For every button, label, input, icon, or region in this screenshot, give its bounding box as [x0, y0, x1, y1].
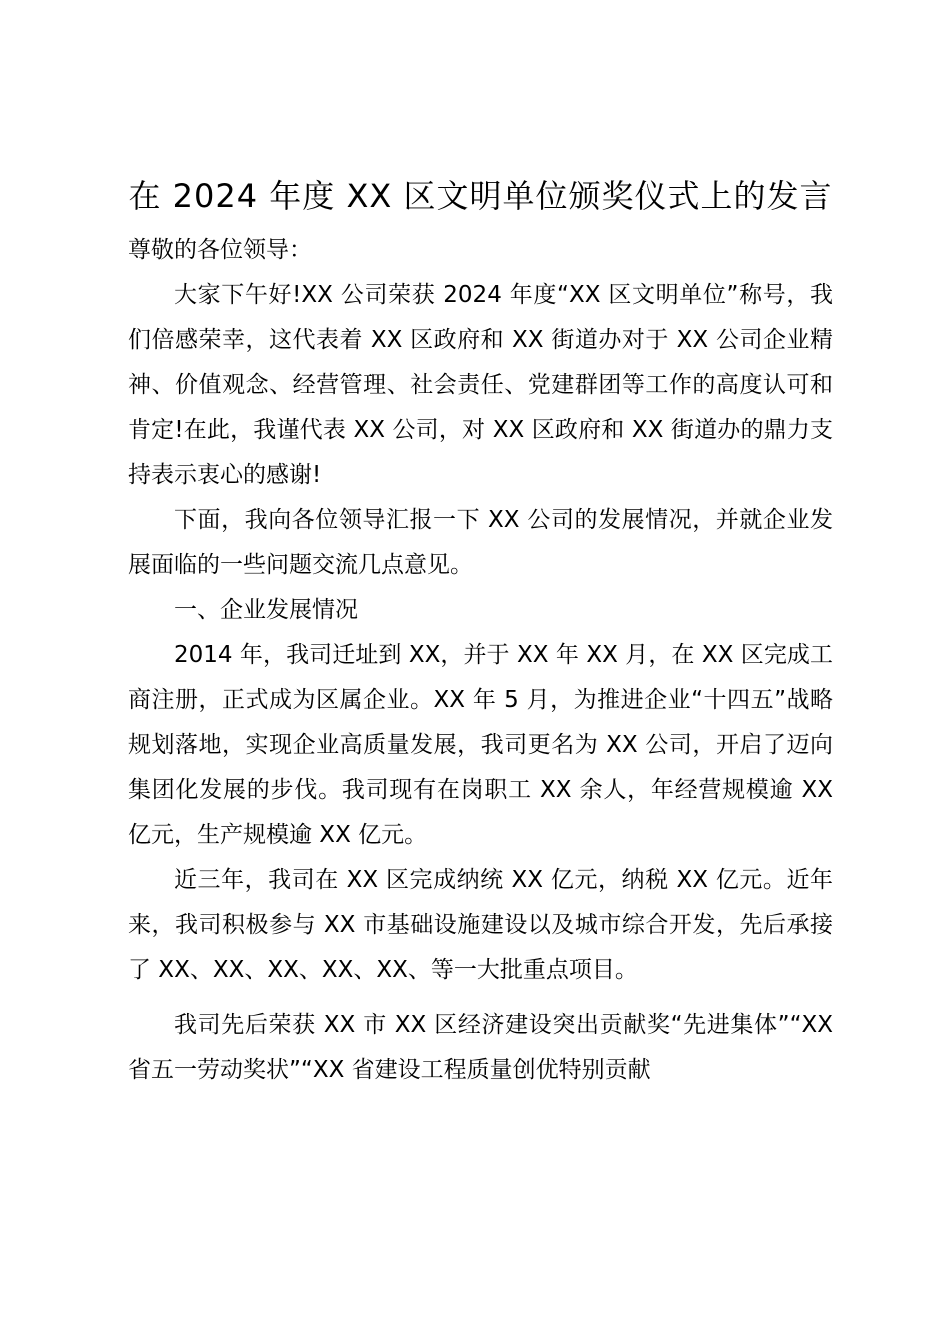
salutation: 尊敬的各位领导： — [128, 237, 312, 263]
paragraph-achievements: 近三年，我司在 XX 区完成纳统 XX 亿元，纳税 XX 亿元。近年来，我司积极参与 XX 市基础设施建设以及城市综合开发，先后承接了 XX、XX、XX、XX、XX、等一大批重点项目。 — [128, 867, 833, 983]
document-page — [128, 172, 833, 1093]
paragraph-intro: 下面，我向各位领导汇报一下 XX 公司的发展情况，并就企业发展面临的一些问题交流几点意见。 — [128, 507, 833, 578]
paragraph-greeting: 大家下午好!XX 公司荣获 2024 年度“XX 区文明单位”称号，我们倍感荣幸，这代表着 XX 区政府和 XX 街道办对于 XX 公司企业精神、价值观念、经营管理、社会责任、党建群团等工作的高度认可和肯定!在此，我谨代表 XX 公司，对 XX 区政府和 XX 街道办的鼎力支持表示衷心的感谢! — [128, 282, 833, 488]
document-title: 在 2024 年度 XX 区文明单位颁奖仪式上的发言 — [128, 177, 833, 215]
paragraph-history: 2014 年，我司迁址到 XX，并于 XX 年 XX 月，在 XX 区完成工商注册，正式成为区属企业。XX 年 5 月，为推进企业“十四五”战略规划落地，实现企业高质量发展，我司更名为 XX 公司，开启了迈向集团化发展的步伐。我司现有在岗职工 XX 余人，年经营规模逾 XX 亿元，生产规模逾 XX 亿元。 — [128, 642, 833, 848]
paragraph-awards: 我司先后荣获 XX 市 XX 区经济建设突出贡献奖“先进集体”“XX 省五一劳动奖状”“XX 省建设工程质量创优特别贡献 — [128, 1012, 833, 1083]
section-heading-development: 一、企业发展情况 — [174, 597, 358, 623]
